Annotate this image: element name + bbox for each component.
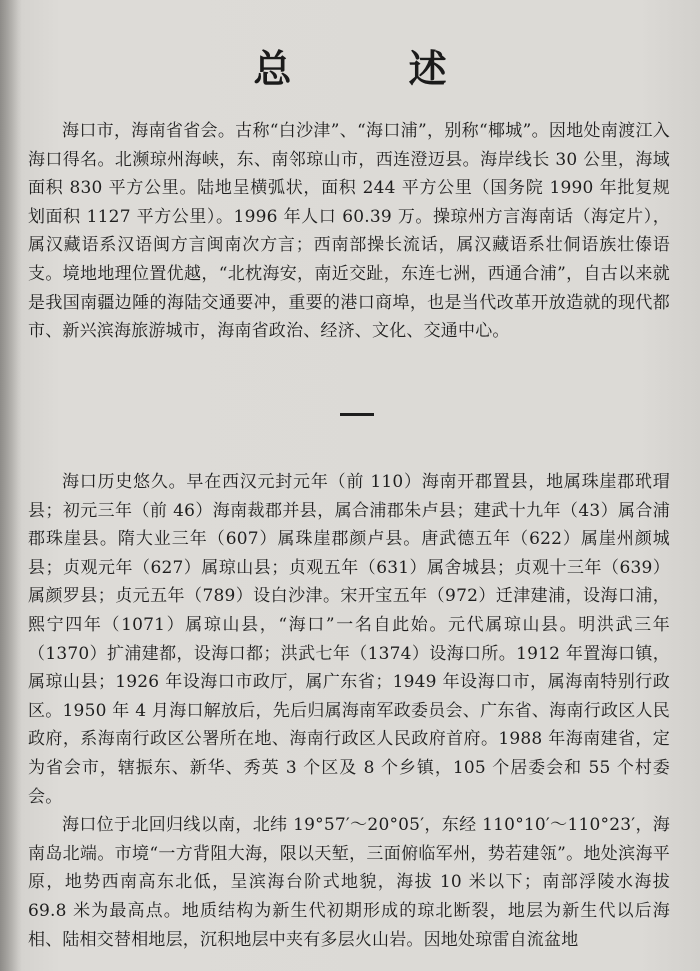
- geography-paragraph: 海口位于北回归线以南，北纬 19°57′～20°05′，东经 110°10′～110°23′，海南岛北端。市境“一方背阻大海，限以天堑，三面俯临军州，势若建瓴”。地处滨海平原，地势西南高东北低，呈滨海台阶式地貌，海拔 10 米以下；南部浮陵水海拔 69.8 米为最高点。地质结构为新生代初期形成的琼北断裂，地层为新生代以后海相、陆相交替相地层，沉积地层中夹有多层火山岩。因地处琼雷自流盆地: [28, 815, 670, 950]
- history-paragraph: 海口历史悠久。早在西汉元封元年（前 110）海南开郡置县，地属珠崖郡玳瑁县；初元三年（前 46）海南裁郡并县，属合浦郡朱卢县；建武十九年（43）属合浦郡珠崖县。隋大业三年（607）属珠崖郡颜卢县。唐武德五年（622）属崖州颜城县；贞观元年（627）属琼山县；贞观五年（631）属舍城县；贞观十三年（639）属颜罗县；贞元五年（789）设白沙津。宋开宝五年（972）迁津建浦，设海口浦，熙宁四年（1071）属琼山县，“海口”一名自此始。元代属琼山县。明洪武三年（1370）扩浦建都，设海口都；洪武七年（1374）设海口所。1912 年置海口镇，属琼山县；1926 年设海口市政厅，属广东省；1949 年设海口市，属海南特别行政区。1950 年 4 月海口解放后，先后归属海南军政委员会、广东省、海南行政区人民政府，系海南行政区公署所在地、海南行政区人民政府首府。1988 年海南建省，定为省会市，辖振东、新华、秀英 3 个区及 8 个乡镇，105 个居委会和 55 个村委会。: [28, 472, 670, 807]
- section-number-one-mark: [340, 413, 374, 416]
- section-divider: [0, 403, 700, 427]
- intro-paragraph: 海口市，海南省省会。古称“白沙津”、“海口浦”，别称“椰城”。因地处南渡江入海口得名。北濒琼州海峡，东、南邻琼山市，西连澄迈县。海岸线长 30 公里，海域面积 830 平方公里。陆地呈横弧状，面积 244 平方公里（国务院 1990 年批复规划面积 1127 平方公里）。1996 年人口 60.39 万。操琼州方言海南话（海定片），属汉藏语系汉语闽方言闽南次方言；西南部操长流话，属汉藏语系壮侗语族壮傣语支。境地地理位置优越，“北枕海安，南近交趾，东连七洲，西通合浦”，自古以来就是我国南疆边陲的海陆交通要冲，重要的港口商埠，也是当代改革开放造就的现代都市、新兴滨海旅游城市，海南省政治、经济、文化、交通中心。: [28, 121, 670, 342]
- page-title: 总 述: [253, 46, 499, 91]
- section-one-body: [28, 468, 670, 954]
- spine-shadow: [0, 0, 22, 971]
- intro-section: [28, 117, 670, 346]
